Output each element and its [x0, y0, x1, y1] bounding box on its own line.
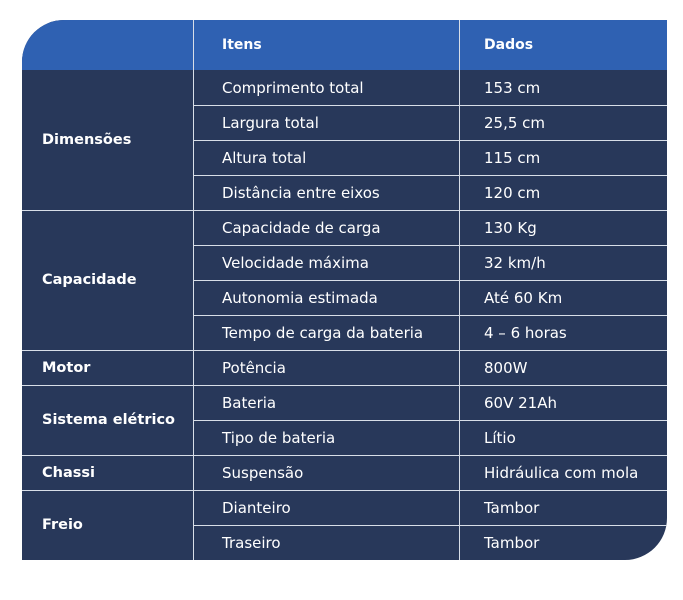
- row-value: 32 km/h: [484, 253, 546, 272]
- row-item: Tempo de carga da bateria: [222, 323, 424, 342]
- column-divider: [193, 20, 194, 560]
- row-divider: [194, 280, 667, 281]
- row-item: Distância entre eixos: [222, 183, 380, 202]
- group-divider: [22, 490, 667, 491]
- group-divider: [22, 385, 667, 386]
- row-value: 4 – 6 horas: [484, 323, 567, 342]
- row-value: Até 60 Km: [484, 288, 563, 307]
- row-value: 115 cm: [484, 148, 541, 167]
- row-item: Traseiro: [222, 533, 281, 552]
- row-value: Lítio: [484, 428, 516, 447]
- group-capacidade: Capacidade: [42, 272, 137, 288]
- row-item: Comprimento total: [222, 78, 364, 97]
- row-item: Autonomia estimada: [222, 288, 378, 307]
- row-value: 25,5 cm: [484, 113, 546, 132]
- row-value: 153 cm: [484, 78, 541, 97]
- group-dimensoes: Dimensões: [42, 132, 132, 148]
- row-divider: [194, 140, 667, 141]
- column-divider: [459, 20, 460, 560]
- row-item: Capacidade de carga: [222, 218, 381, 237]
- group-sistema-eletrico: Sistema elétrico: [42, 412, 175, 428]
- row-divider: [194, 315, 667, 316]
- group-divider: [22, 350, 667, 351]
- row-item: Suspensão: [222, 463, 304, 482]
- row-item: Altura total: [222, 148, 307, 167]
- row-divider: [194, 175, 667, 176]
- row-value: 120 cm: [484, 183, 541, 202]
- row-divider: [194, 525, 667, 526]
- row-value: Tambor: [484, 533, 540, 552]
- row-item: Velocidade máxima: [222, 253, 369, 272]
- row-value: Tambor: [484, 498, 540, 517]
- header-data: Dados: [484, 37, 534, 53]
- row-item: Tipo de bateria: [222, 428, 336, 447]
- row-value: Hidráulica com mola: [484, 463, 639, 482]
- row-divider: [194, 105, 667, 106]
- row-value: 130 Kg: [484, 218, 537, 237]
- row-item: Largura total: [222, 113, 319, 132]
- group-chassi: Chassi: [42, 464, 95, 481]
- row-value: 60V 21Ah: [484, 393, 557, 412]
- row-value: 800W: [484, 358, 528, 377]
- group-divider: [22, 455, 667, 456]
- row-item: Potência: [222, 358, 286, 377]
- row-divider: [194, 245, 667, 246]
- group-motor: Motor: [42, 359, 91, 376]
- row-item: Dianteiro: [222, 498, 291, 517]
- row-item: Bateria: [222, 393, 277, 412]
- row-divider: [194, 420, 667, 421]
- group-divider: [22, 210, 667, 211]
- header-items: Itens: [222, 37, 262, 53]
- group-freio: Freio: [42, 517, 83, 533]
- spec-table: [22, 20, 667, 560]
